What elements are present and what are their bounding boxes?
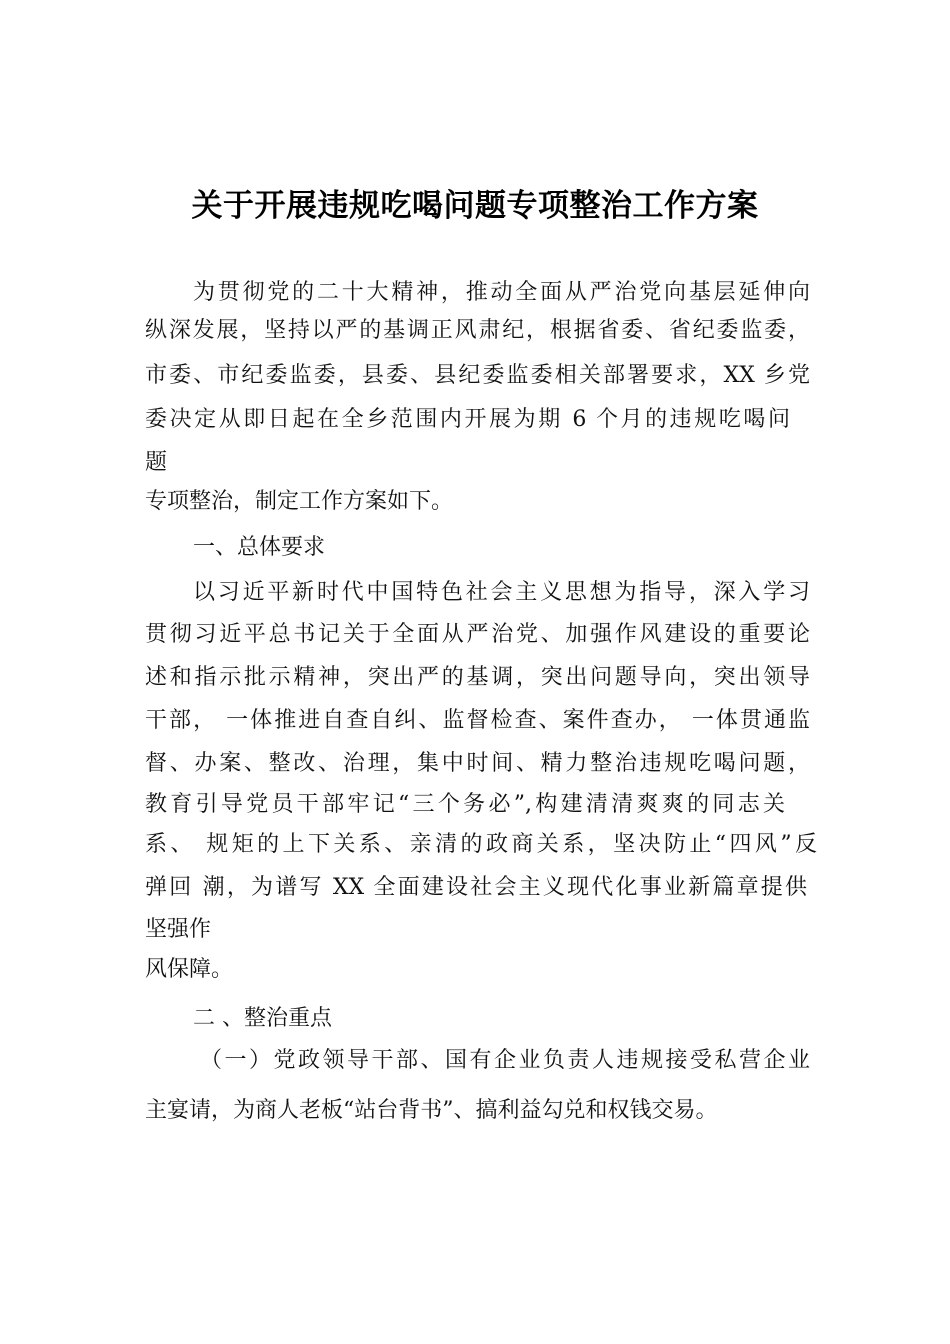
section-line: 风保障。: [145, 957, 234, 982]
document-title: 关于开展违规吃喝问题专项整治工作方案: [191, 188, 759, 224]
section-line: 主宴请，为商人老板“站台背书”、搞利益勾兑和权钱交易。: [145, 1098, 718, 1123]
intro-line: 市委、市纪委监委，县委、县纪委监委相关部署要求，XX 乡党: [145, 363, 810, 388]
section-heading: 一、总体要求: [193, 535, 326, 560]
intro-line: 为贯彻党的二十大精神，推动全面从严治党向基层延伸向: [193, 280, 810, 305]
section-heading: 二 、整治重点: [193, 1006, 332, 1031]
section-line: 述和指示批示精神，突出严的基调，突出问题导向，突出领导: [145, 665, 810, 690]
section-line: 干部， 一体推进自查自纠、监督检查、案件查办， 一体贯通监: [145, 708, 810, 733]
section-line: 督、办案、整改、治理，集中时间、精力整治违规吃喝问题，: [145, 751, 810, 776]
section-line: 贯彻习近平总书记关于全面从严治党、加强作风建设的重要论: [145, 622, 810, 647]
section-line: 系、 规矩的上下关系、亲清的政商关系，坚决防止“四风”反: [145, 832, 817, 857]
intro-line: 专项整治，制定工作方案如下。: [145, 489, 454, 514]
section-line: 弹回 潮，为谱写 XX 全面建设社会主义现代化事业新篇章提供: [145, 875, 807, 900]
section-line: 坚强作: [145, 917, 212, 942]
section-line: 教育引导党员干部牢记“三个务必”,构建清清爽爽的同志关: [145, 792, 785, 817]
section-line: 以习近平新时代中国特色社会主义思想为指导，深入学习: [193, 580, 810, 605]
intro-line: 题: [145, 450, 168, 475]
intro-line: 委决定从即日起在全乡范围内开展为期 6 个月的违规吃喝问: [145, 407, 790, 432]
section-line: （一）党政领导干部、国有企业负责人违规接受私营企业: [200, 1048, 810, 1073]
intro-line: 纵深发展，坚持以严的基调正风肃纪，根据省委、省纪委监委，: [145, 318, 810, 343]
